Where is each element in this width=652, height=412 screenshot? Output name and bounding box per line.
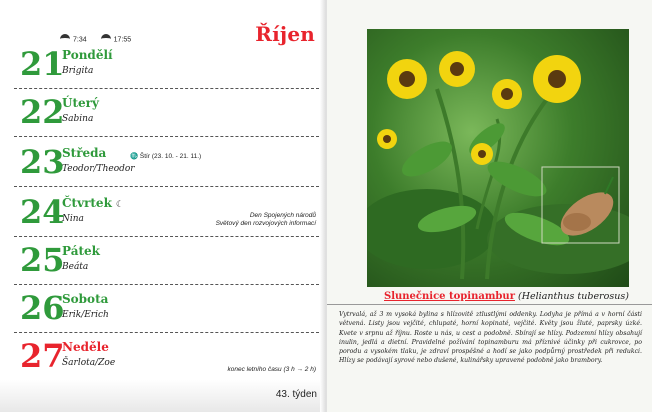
divider (14, 186, 319, 187)
flower (533, 55, 581, 103)
day-note: konec letního času (3 h → 2 h) (227, 366, 316, 373)
day-number: 26 (20, 289, 65, 327)
nameday: Beáta (62, 262, 89, 272)
nameday: Erik/Erich (62, 310, 109, 320)
nameday: Nina (62, 214, 84, 224)
flower (492, 79, 522, 109)
plant-page (327, 0, 652, 412)
divider (14, 88, 319, 89)
leaf (397, 135, 457, 184)
tuber (563, 213, 591, 231)
tuber-sprout (605, 177, 613, 194)
plant-drawing (367, 29, 629, 287)
zodiac-note: ♏ Štír (23. 10. - 21. 11.) (130, 153, 202, 160)
nameday: Teodor/Theodor (62, 164, 135, 174)
weekday-name: Úterý (62, 96, 99, 110)
divider (14, 332, 319, 333)
plant-czech-name: Slunečnice topinambur (384, 291, 515, 302)
day-row (14, 44, 318, 92)
nameday: Sabina (62, 114, 94, 124)
flower (471, 143, 493, 165)
plant-illustration (367, 29, 629, 287)
nameday: Brigita (62, 66, 94, 76)
week-page (0, 0, 325, 412)
moon-phase-icon: ☾ (115, 200, 124, 210)
day-row-sunday (14, 336, 318, 384)
weekday-name: Pátek (62, 244, 100, 258)
day-row (14, 92, 318, 140)
day-number: 23 (20, 143, 65, 181)
divider (14, 136, 319, 137)
day-note: Den Spojených národů Světový den rozvojových informací (215, 212, 316, 227)
sunset: 17:55 (101, 34, 132, 45)
day-row (14, 288, 318, 336)
day-number: 22 (20, 93, 65, 131)
weekday-name: Sobota (62, 292, 109, 306)
flower (387, 59, 427, 99)
day-row (14, 240, 318, 288)
day-number: 21 (20, 45, 65, 83)
sunrise: 7:34 (60, 34, 87, 45)
week-number: 43. týden (275, 389, 317, 400)
plant-description: Vytrvalá, až 3 m vysoká bylina s hlízovitě ztlustlými oddenky. Lodyha je přímá a v horní části větvená. Listy jsou vejčité, chlupaté, horní kopinaté, vejčité. Květy jsou žluté, paprsky úzké. Kvete v srpnu až říjnu. Roste u nás, u cest a podobně. Sbírají se hlízy. Podzemní hlízy obsahují inulin, jedlá a dietní. Pravidelné požívání topinamburu má příznivé účinky při cukrovce, po porodu a vysokém tlaku, je zdraví prospěšné a hodí se jako podpůrný prostředek při redukci. Hlízy se podávají syrové nebo dušené, kulinářsky upravené podobně jako brambory. (339, 311, 642, 365)
divider (14, 284, 319, 285)
caption-divider (327, 304, 652, 305)
divider (14, 236, 319, 237)
day-number: 24 (20, 193, 65, 231)
nameday: Šarlota/Zoe (62, 358, 116, 368)
leaf (483, 155, 551, 204)
plant-caption (384, 291, 629, 302)
plant-latin-name: (Helianthus tuberosus) (518, 291, 629, 302)
weekday-name: Pondělí (62, 48, 113, 62)
weekday-name: Čtvrtek ☾ (62, 196, 124, 210)
day-row (14, 192, 318, 240)
day-number: 27 (20, 337, 65, 375)
month-title: Říjen (255, 22, 315, 46)
weekday-name: Neděle (62, 340, 109, 354)
flower (439, 51, 475, 87)
flower (377, 129, 397, 149)
day-number: 25 (20, 241, 65, 279)
weekday-name: Středa (62, 146, 107, 160)
day-row (14, 142, 318, 190)
